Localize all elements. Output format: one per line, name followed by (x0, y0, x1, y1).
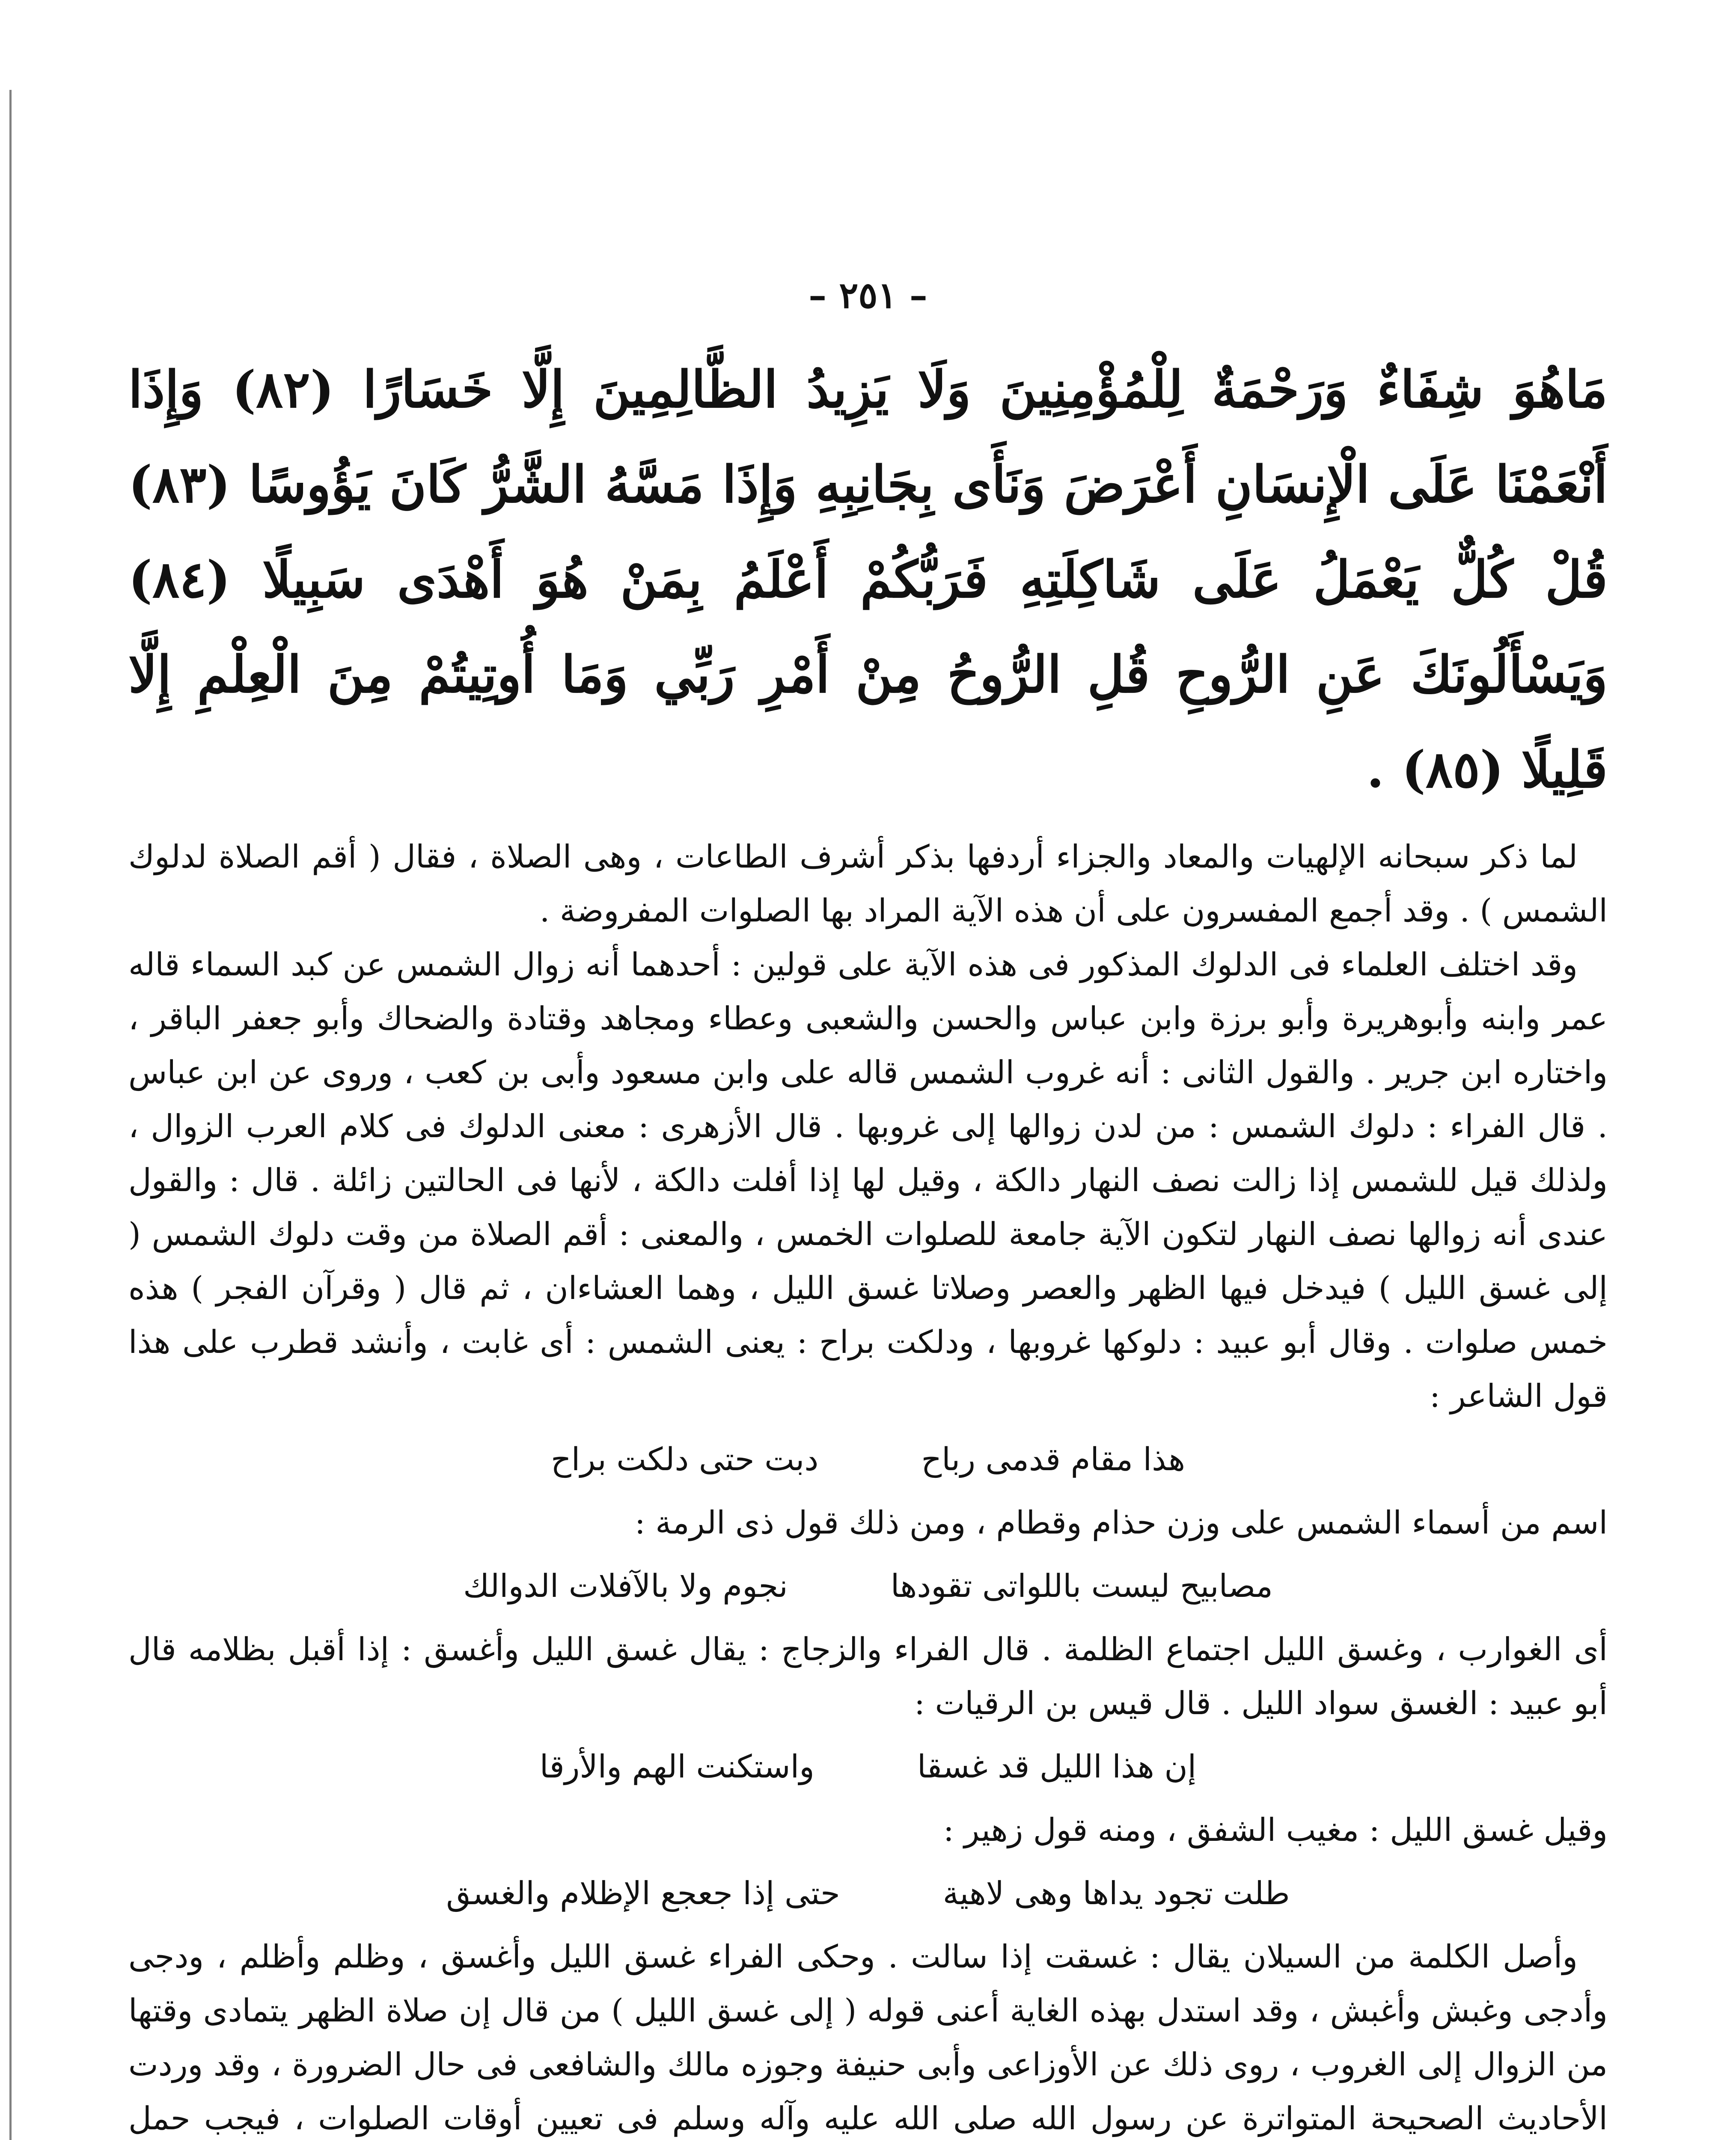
verse-first-hemistich: طلت تجود يداها وهى لاهية (942, 1875, 1290, 1912)
verse-first-hemistich: إن هذا الليل قد غسقا (917, 1748, 1197, 1785)
verse-second-hemistich: حتى إذا جعجع الإظلام والغسق (446, 1875, 840, 1912)
poetry-verse-1 (128, 1427, 1608, 1492)
commentary-paragraph-6: وأصل الكلمة من السيلان يقال : غسقت إذا سالت . وحكى الفراء غسق الليل وأغسق ، وظلم وأظلم ، ودجى وأدجى وغبش وأغبش ، وقد استدل بهذه الغاية أعنى قوله ( إلى غسق الليل ) من قال إن صلاة الظهر يتمادى وقتها من الزوال إلى الغروب ، روى ذلك عن الأوزاعى وأبى حنيفة وجوزه مالك والشافعى فى حال الضرورة ، وقد وردت الأحاديث الصحيحة المتواترة عن رسول الله صلى الله عليه وآله وسلم فى تعيين أوقات الصلوات ، فيجب حمل (128, 1938, 1608, 2137)
quran-verses: مَاهُوَ شِفَاءٌ وَرَحْمَةٌ لِلْمُؤْمِنِينَ وَلَا يَزِيدُ الظَّالِمِينَ إِلَّا خَسَارًا (٨٢) وَإِذَا أَنْعَمْنَا عَلَى الْإِنسَانِ أَعْرَضَ وَنَأَى بِجَانِبِهِ وَإِذَا مَسَّهُ الشَّرُّ كَانَ يَؤُوسًا (٨٣) قُلْ كُلٌّ يَعْمَلُ عَلَى شَاكِلَتِهِ فَرَبُّكُمْ أَعْلَمُ بِمَنْ هُوَ أَهْدَى سَبِيلًا (٨٤) وَيَسْأَلُونَكَ عَنِ الرُّوحِ قُلِ الرُّوحُ مِنْ أَمْرِ رَبِّي وَمَا أُوتِيتُمْ مِنَ الْعِلْمِ إِلَّا قَلِيلًا (٨٥) . (128, 360, 1608, 799)
verse-first-hemistich: مصابيح ليست باللواتى تقودها (890, 1568, 1273, 1605)
verse-second-hemistich: نجوم ولا بالآفلات الدوالك (463, 1568, 788, 1605)
page-number: – ٢٥١ – (809, 274, 927, 316)
poetry-verse-4 (128, 1861, 1608, 1926)
commentary-paragraph-2: وقد اختلف العلماء فى الدلوك المذكور فى هذه الآية على قولين : أحدهما أنه زوال الشمس عن كبد السماء قاله عمر وابنه وأبوهريرة وأبو برزة وابن عباس والحسن والشعبى وعطاء ومجاهد وقتادة والضحاك وأبو جعفر الباقر ، واختاره ابن جرير . والقول الثانى : أنه غروب الشمس قاله على وابن مسعود وأبى بن كعب ، وروى عن ابن عباس . قال الفراء : دلوك الشمس : من لدن زوالها إلى غروبها . قال الأزهرى : معنى الدلوك فى كلام العرب الزوال ، ولذلك قيل للشمس إذا زالت نصف النهار دالكة ، وقيل لها إذا أفلت دالكة ، لأنها فى الحالتين زائلة . قال : والقول عندى أنه زوالها نصف النهار لتكون الآية جامعة للصلوات الخمس ، والمعنى : أقم الصلاة من وقت دلوك الشمس ( إلى غسق الليل ) فيدخل فيها الظهر والعصر وصلاتا غسق الليل ، وهما العشاءان ، ثم قال ( وقرآن الفجر ) هذه خمس صلوات . وقال أبو عبيد : دلوكها غروبها ، ودلكت براح : يعنى الشمس : أى غابت ، وأنشد قطرب على هذا قول الشاعر : (128, 946, 1608, 1415)
commentary-paragraph-3: اسم من أسماء الشمس على وزن حذام وقطام ، ومن ذلك قول ذى الرمة : (634, 1504, 1608, 1541)
poetry-verse-3 (128, 1735, 1608, 1799)
commentary-paragraph-4: أى الغوارب ، وغسق الليل اجتماع الظلمة . قال الفراء والزجاج : يقال غسق الليل وأغسق : إذا أقبل بظلامه قال أبو عبيد : الغسق سواد الليل . قال قيس بن الرقيات : (128, 1631, 1608, 1722)
verse-first-hemistich: هذا مقام قدمى رباح (921, 1441, 1185, 1478)
commentary-paragraph-1: لما ذكر سبحانه الإلهيات والمعاد والجزاء أردفها بذكر أشرف الطاعات ، وهى الصلاة ، فقال ( أقم الصلاة لدلوك الشمس ) . وقد أجمع المفسرون على أن هذه الآية المراد بها الصلوات المفروضة . (128, 838, 1608, 929)
commentary-paragraph-5: وقيل غسق الليل : مغيب الشفق ، ومنه قول زهير : (943, 1812, 1608, 1849)
poetry-verse-2 (128, 1554, 1608, 1618)
verse-second-hemistich: واستكنت الهم والأرقا (539, 1748, 814, 1785)
verse-second-hemistich: دبت حتى دلكت براح (551, 1441, 819, 1478)
